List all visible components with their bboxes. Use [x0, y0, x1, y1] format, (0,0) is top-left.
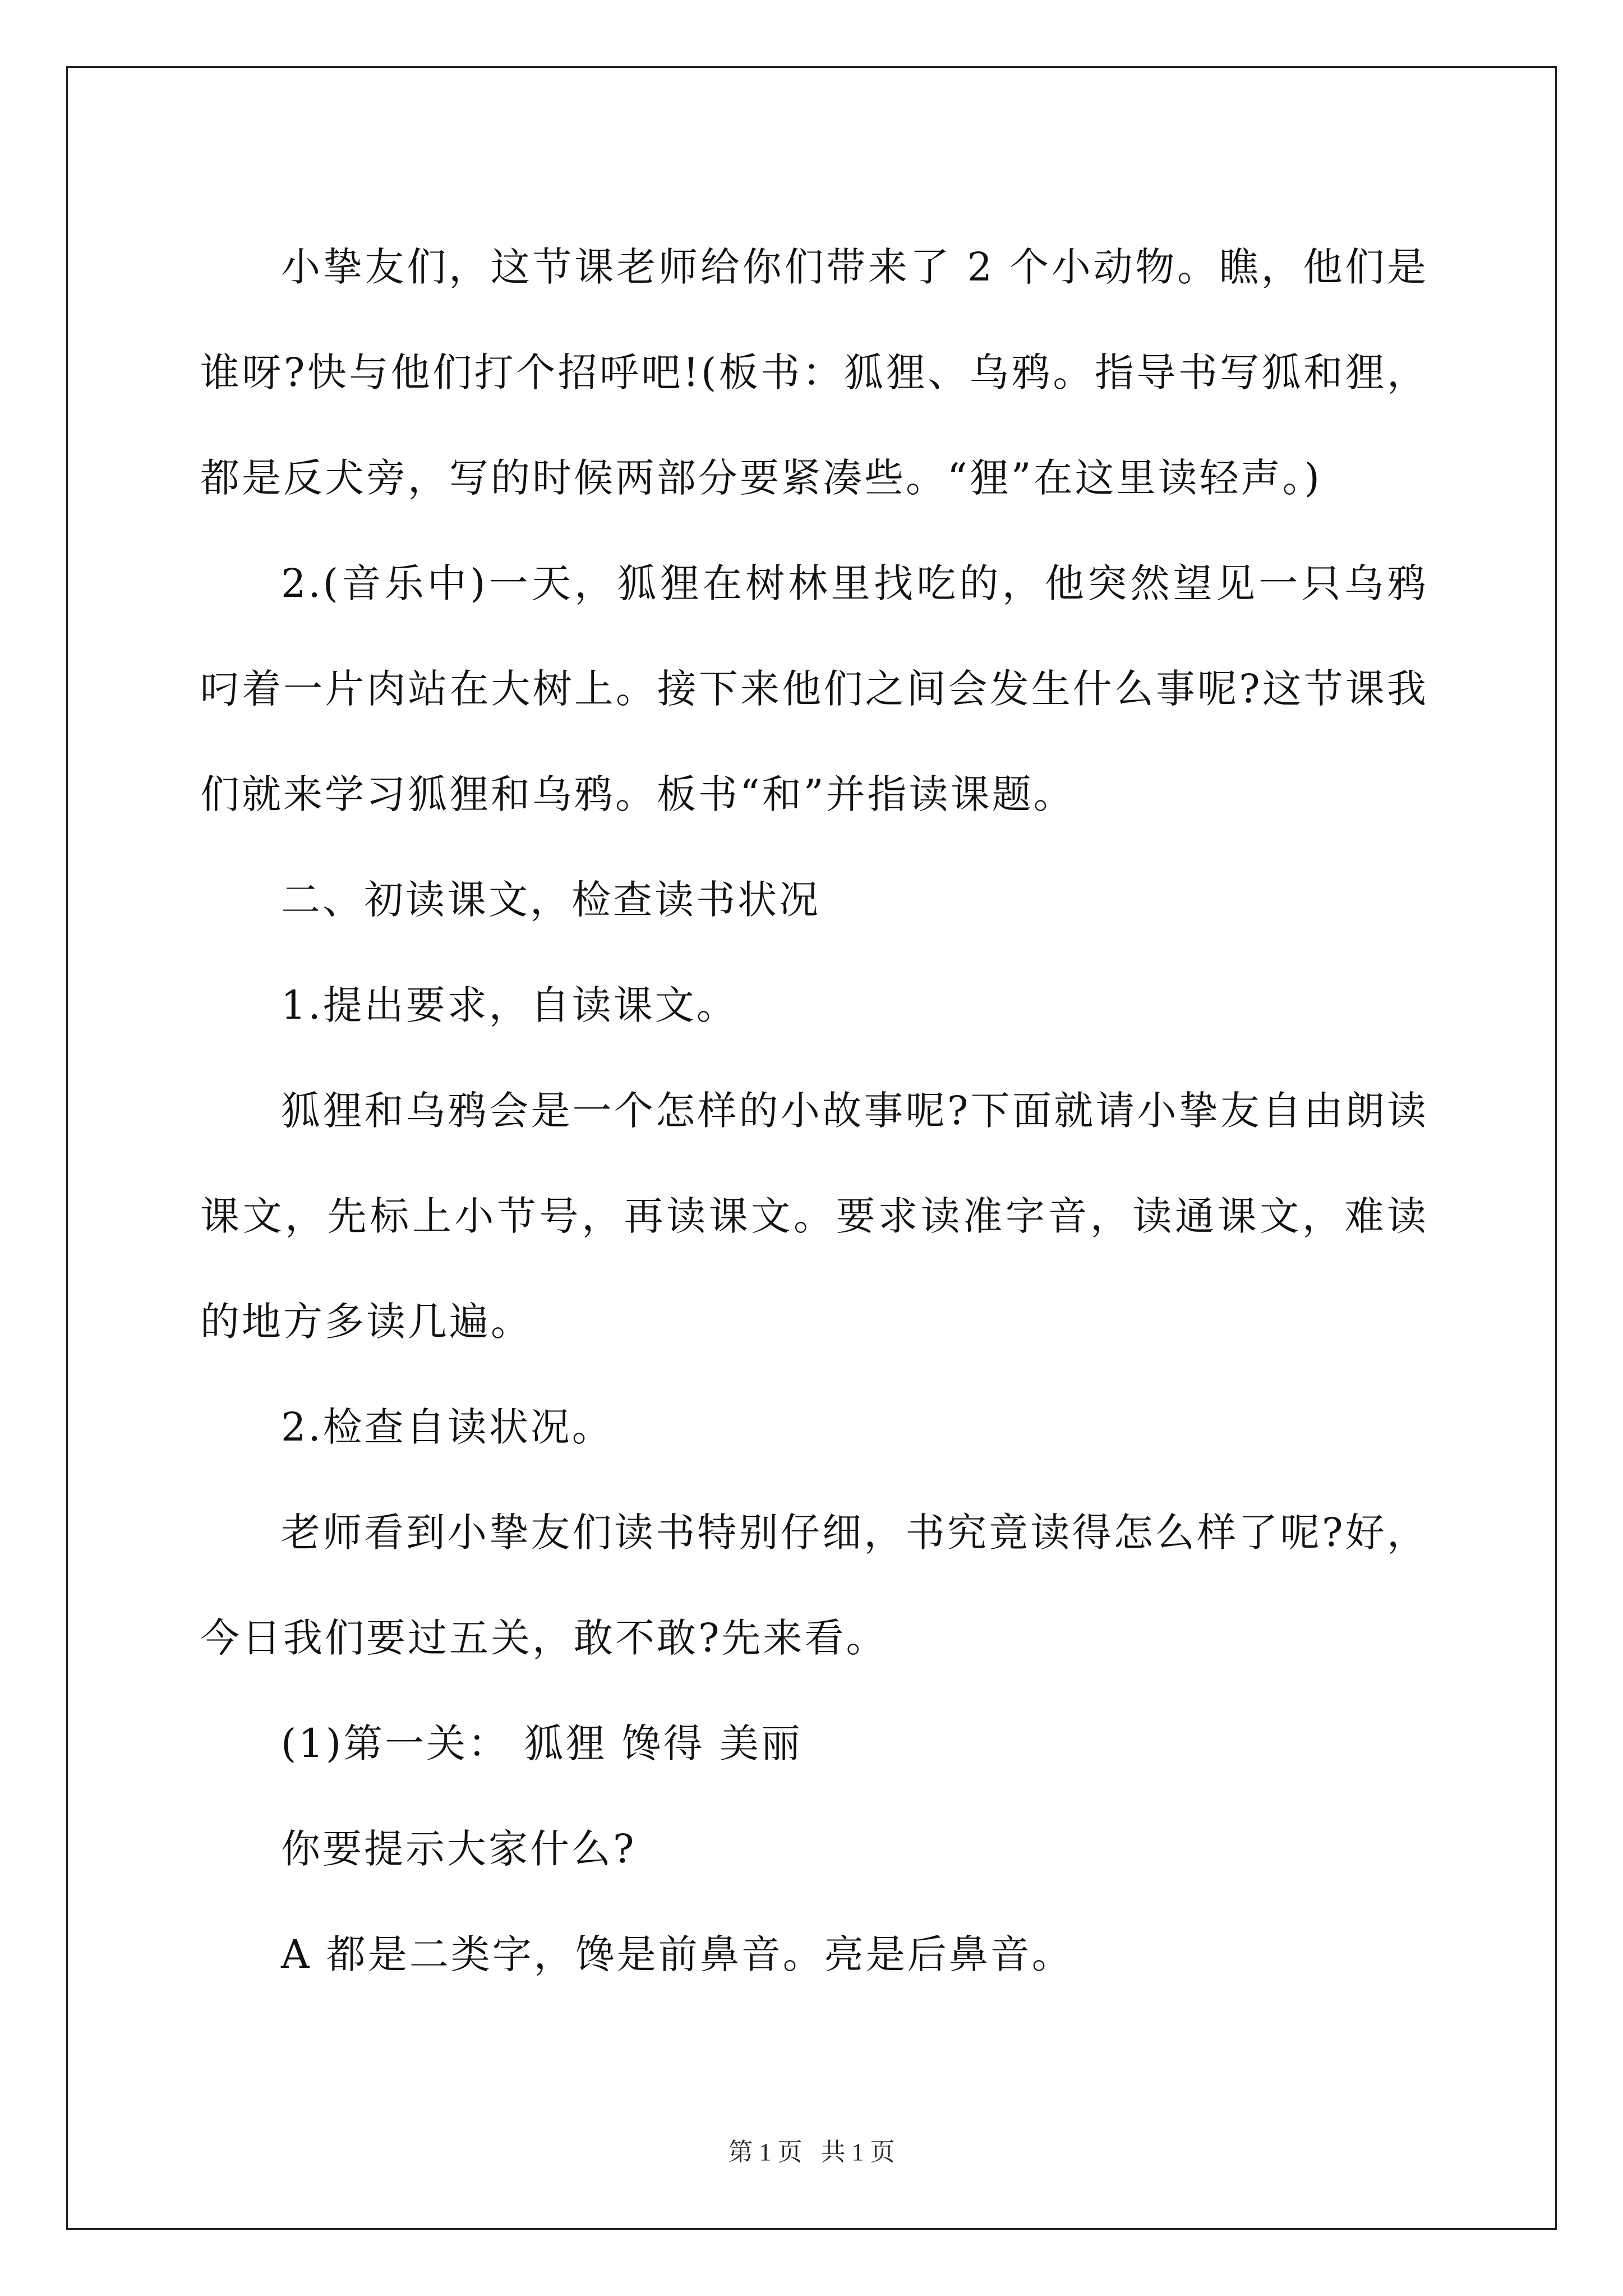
paragraph: 老师看到小挚友们读书特别仔细，书究竟读得怎么样了呢?好，今日我们要过五关，敢不敢?先来看。	[200, 1510, 1428, 1661]
paragraph: 2.(音乐中)一天，狐狸在树林里找吃的，他突然望见一只乌鸦叼着一片肉站在大树上。接下来他们之间会发生什么事呢?这节课我们就来学习狐狸和乌鸦。板书“和”并指读课题。	[200, 560, 1428, 817]
page-footer: 第 1 页 共 1 页	[728, 2138, 895, 2166]
document-body	[200, 214, 1428, 2007]
paragraph: 狐狸和乌鸦会是一个怎样的小故事呢?下面就请小挚友自由朗读课文，先标上小节号，再读课文。要求读准字音，读通课文，难读的地方多读几遍。	[200, 1088, 1428, 1345]
paragraph: (1)第一关： 狐狸 馋得 美丽	[281, 1720, 803, 1766]
paragraph: A 都是二类字，馋是前鼻音。亮是后鼻音。	[281, 1931, 1073, 1977]
paragraph: 小挚友们，这节课老师给你们带来了 2 个小动物。瞧，他们是谁呀?快与他们打个招呼吧!(板书：狐狸、乌鸦。指导书写狐和狸，都是反犬旁，写的时候两部分要紧凑些。“狸”在这里读轻声。)	[200, 244, 1428, 501]
section-heading: 二、初读课文，检查读书状况	[281, 877, 820, 923]
paragraph: 1.提出要求，自读课文。	[281, 982, 738, 1028]
paragraph: 你要提示大家什么?	[281, 1826, 637, 1872]
paragraph: 2.检查自读状况。	[281, 1404, 614, 1450]
